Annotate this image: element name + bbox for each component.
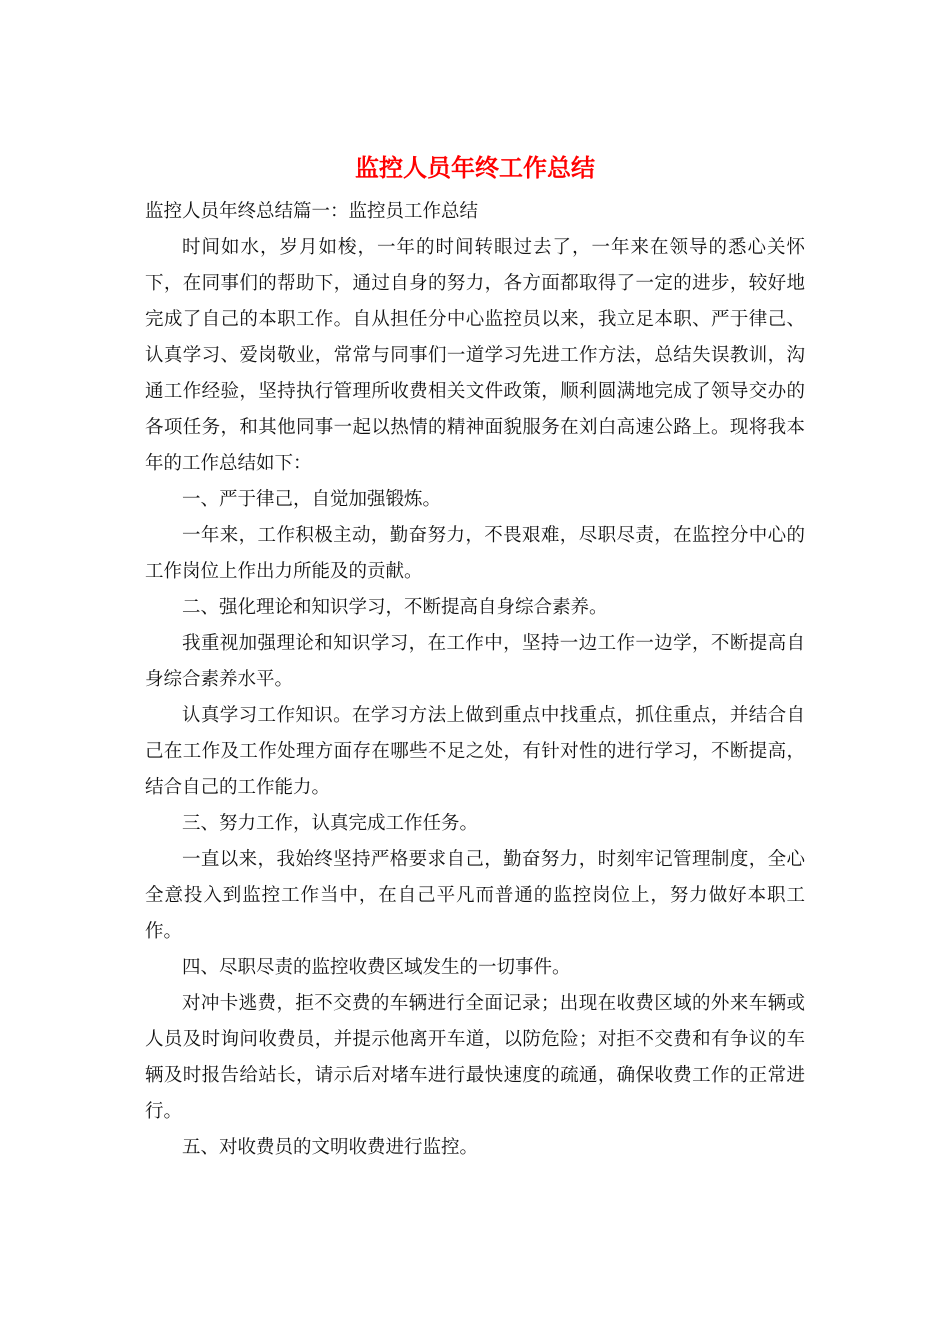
section-heading-2: 二、强化理论和知识学习，不断提高自身综合素养。 <box>182 597 608 618</box>
document-title: 监控人员年终工作总结 <box>355 153 595 182</box>
section-heading-3: 三、努力工作，认真完成工作任务。 <box>182 813 479 834</box>
document-body <box>145 194 805 1166</box>
section-heading-1: 一、严于律己，自觉加强锻炼。 <box>182 489 442 510</box>
paragraph: 一年来，工作积极主动，勤奋努力，不畏艰难，尽职尽责，在监控分中心的工作岗位上作出力所能及的贡献。 <box>145 525 805 582</box>
section-heading-4: 四、尽职尽责的监控收费区域发生的一切事件。 <box>182 957 571 978</box>
paragraph-intro: 时间如水，岁月如梭，一年的时间转眼过去了，一年来在领导的悉心关怀下，在同事们的帮助下，通过自身的努力，各方面都取得了一定的进步，较好地完成了自己的本职工作。自从担任分中心监控员以来，我立足本职、严于律己、认真学习、爱岗敬业，常常与同事们一道学习先进工作方法，总结失误教训，沟通工作经验，坚持执行管理所收费相关文件政策，顺利圆满地完成了领导交办的各项任务，和其他同事一起以热情的精神面貌服务在刘白高速公路上。现将我本年的工作总结如下： <box>145 237 805 474</box>
paragraph: 对冲卡逃费，拒不交费的车辆进行全面记录；出现在收费区域的外来车辆或人员及时询问收费员，并提示他离开车道，以防危险；对拒不交费和有争议的车辆及时报告给站长，请示后对堵车进行最快速度的疏通，确保收费工作的正常进行。 <box>145 993 805 1122</box>
paragraph: 认真学习工作知识。在学习方法上做到重点中找重点，抓住重点，并结合自己在工作及工作处理方面存在哪些不足之处，有针对性的进行学习，不断提高，结合自己的工作能力。 <box>145 705 805 798</box>
paragraph-heading-line: 监控人员年终总结篇一：监控员工作总结 <box>145 201 479 222</box>
section-heading-5: 五、对收费员的文明收费进行监控。 <box>182 1137 479 1158</box>
paragraph: 我重视加强理论和知识学习，在工作中，坚持一边工作一边学，不断提高自身综合素养水平。 <box>145 633 805 690</box>
paragraph: 一直以来，我始终坚持严格要求自己，勤奋努力，时刻牢记管理制度，全心全意投入到监控工作当中，在自己平凡而普通的监控岗位上，努力做好本职工作。 <box>145 849 805 942</box>
